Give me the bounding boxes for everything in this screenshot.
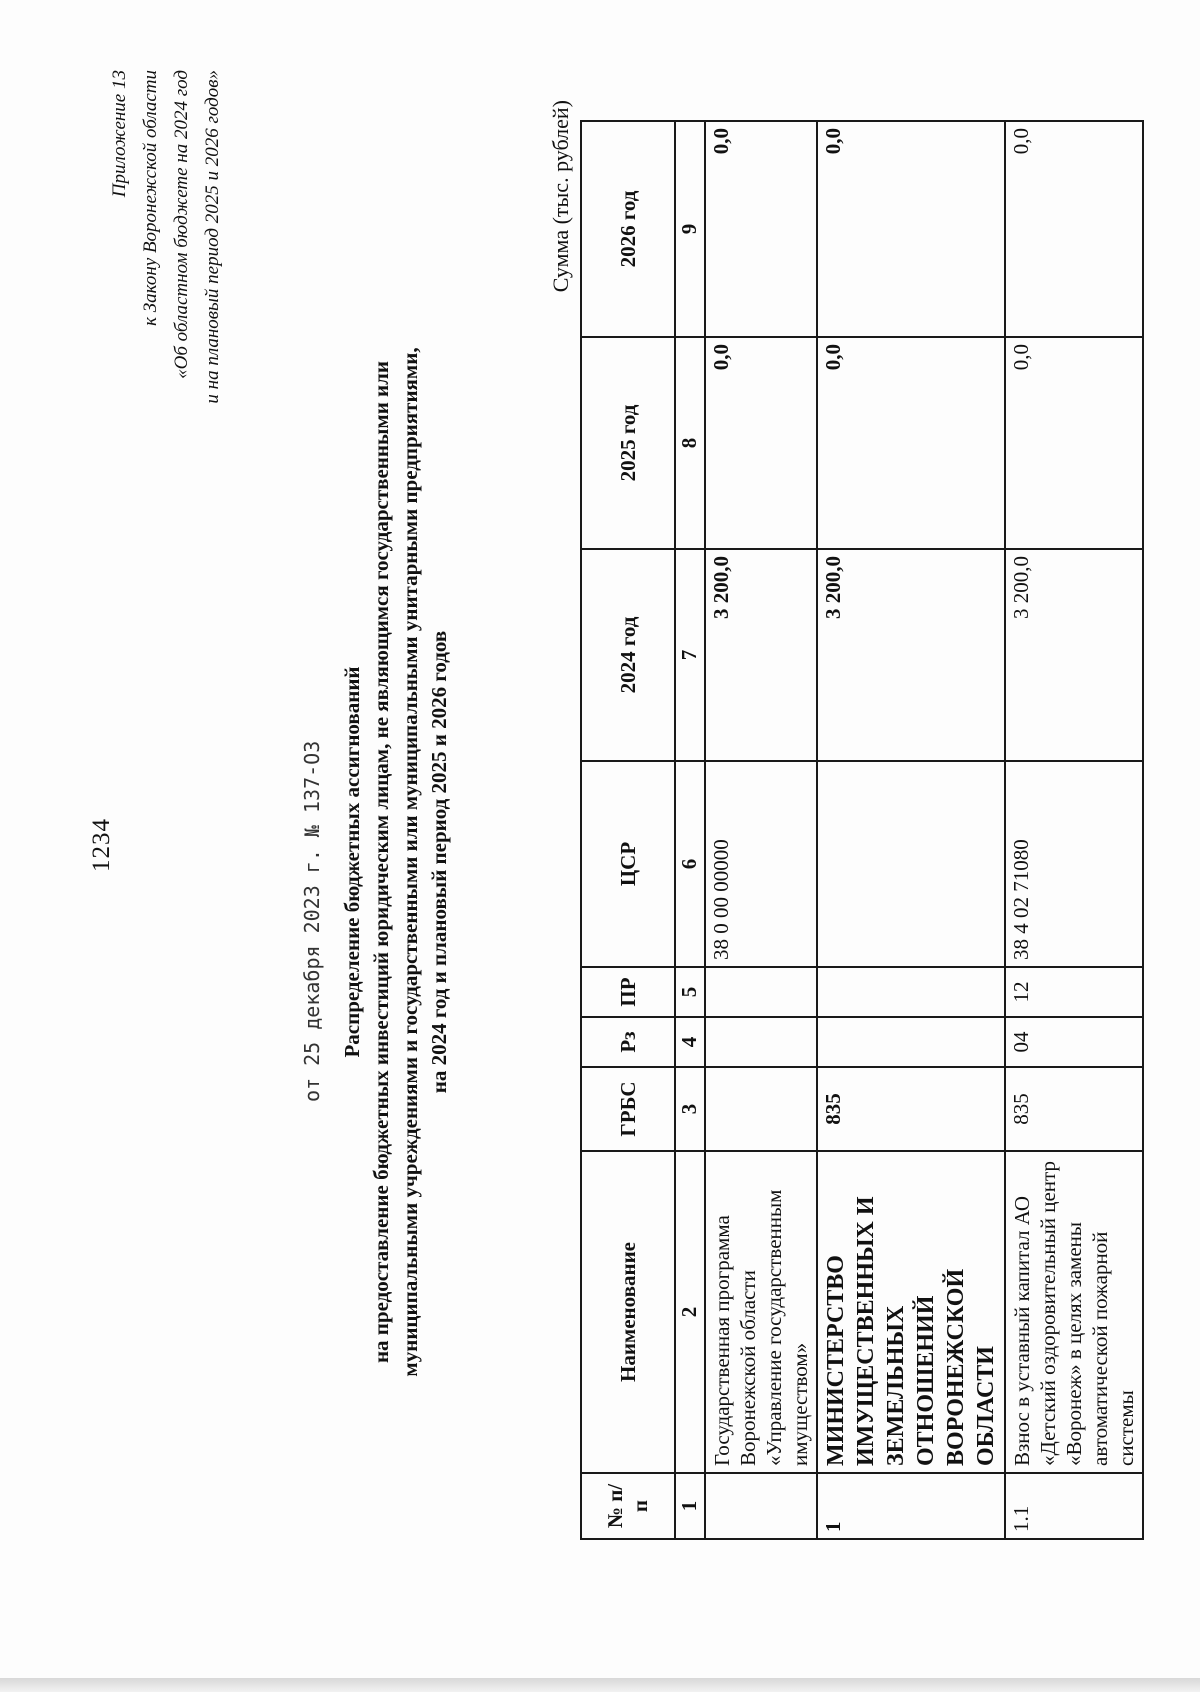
row-rz — [705, 1017, 817, 1067]
row-num — [705, 1473, 817, 1539]
index-cell: 5 — [675, 967, 705, 1017]
row-grbs: 835 — [1005, 1067, 1143, 1151]
header-grbs: ГРБС — [581, 1067, 675, 1151]
index-cell: 2 — [675, 1151, 705, 1473]
row-name: МИНИСТЕРСТВО ИМУЩЕСТВЕННЫХ И ЗЕМЕЛЬНЫХ ОТНОШЕНИЙ ВОРОНЕЖСКОЙ ОБЛАСТИ — [817, 1151, 1005, 1473]
row-2026: 0,0 — [817, 121, 1005, 337]
row-name: Взнос в уставный капитал АО «Детский оздоровительный центр «Воронеж» в целях замены автоматической пожарной системы — [1005, 1151, 1143, 1473]
row-2026: 0,0 — [1005, 121, 1143, 337]
index-cell: 8 — [675, 337, 705, 549]
table-index-row — [675, 121, 705, 1539]
row-pr — [817, 967, 1005, 1017]
title-line-1: Распределение бюджетных ассигнований — [340, 666, 364, 1058]
appendix-line-3: «Об областном бюджете на 2024 год — [171, 70, 192, 379]
header-rz: Рз — [581, 1017, 675, 1067]
row-2024: 3 200,0 — [705, 549, 817, 761]
table-row — [705, 121, 817, 1539]
units-label: Сумма (тыс. рублей) — [548, 100, 573, 293]
index-cell: 7 — [675, 549, 705, 761]
table-row — [817, 121, 1005, 1539]
allocation-table — [580, 120, 1144, 1540]
appendix-line-2: к Закону Воронежской области — [140, 70, 161, 326]
row-2024: 3 200,0 — [1005, 549, 1143, 761]
row-grbs — [705, 1067, 817, 1151]
appendix-header — [104, 70, 228, 404]
row-pr — [705, 967, 817, 1017]
header-pr: ПР — [581, 967, 675, 1017]
index-cell: 4 — [675, 1017, 705, 1067]
row-csr: 38 0 00 00000 — [705, 761, 817, 967]
row-name: Государственная программа Воронежской области «Управление государственным имуществом» — [705, 1151, 817, 1473]
row-num: 1.1 — [1005, 1473, 1143, 1539]
index-cell: 6 — [675, 761, 705, 967]
row-2025: 0,0 — [817, 337, 1005, 549]
title-line-2: на предоставление бюджетных инвестиций юридическим лицам, не являющимся государственными или — [369, 360, 393, 1364]
header-2024: 2024 год — [581, 549, 675, 761]
row-rz — [817, 1017, 1005, 1067]
table-row — [1005, 121, 1143, 1539]
header-csr: ЦСР — [581, 761, 675, 967]
header-2025: 2025 год — [581, 337, 675, 549]
row-num: 1 — [817, 1473, 1005, 1539]
row-2025: 0,0 — [705, 337, 817, 549]
table-header-row — [581, 121, 675, 1539]
title-line-4: на 2024 год и плановый период 2025 и 2026 годов — [427, 630, 451, 1094]
index-cell: 3 — [675, 1067, 705, 1151]
row-2025: 0,0 — [1005, 337, 1143, 549]
header-2026: 2026 год — [581, 121, 675, 337]
row-grbs: 835 — [817, 1067, 1005, 1151]
header-num: № п/п — [581, 1473, 675, 1539]
index-cell: 1 — [675, 1473, 705, 1539]
header-name: Наименование — [581, 1151, 675, 1473]
scan-edge-shadow — [0, 1678, 1200, 1692]
row-csr — [817, 761, 1005, 967]
row-csr: 38 4 02 71080 — [1005, 761, 1143, 967]
page-number: 1234 — [88, 818, 115, 872]
index-cell: 9 — [675, 121, 705, 337]
row-rz: 04 — [1005, 1017, 1143, 1067]
law-date-stamp: от 25 декабря 2023 г. № 137-ОЗ — [300, 740, 324, 1102]
row-2026: 0,0 — [705, 121, 817, 337]
title-line-3: муниципальными учреждениями и государственными или муниципальными унитарными предприятиями, — [398, 347, 422, 1377]
row-pr: 12 — [1005, 967, 1143, 1017]
appendix-line-4: и на плановый период 2025 и 2026 годов» — [202, 70, 223, 404]
document-title — [338, 192, 454, 1532]
appendix-line-1: Приложение 13 — [109, 70, 130, 198]
row-2024: 3 200,0 — [817, 549, 1005, 761]
